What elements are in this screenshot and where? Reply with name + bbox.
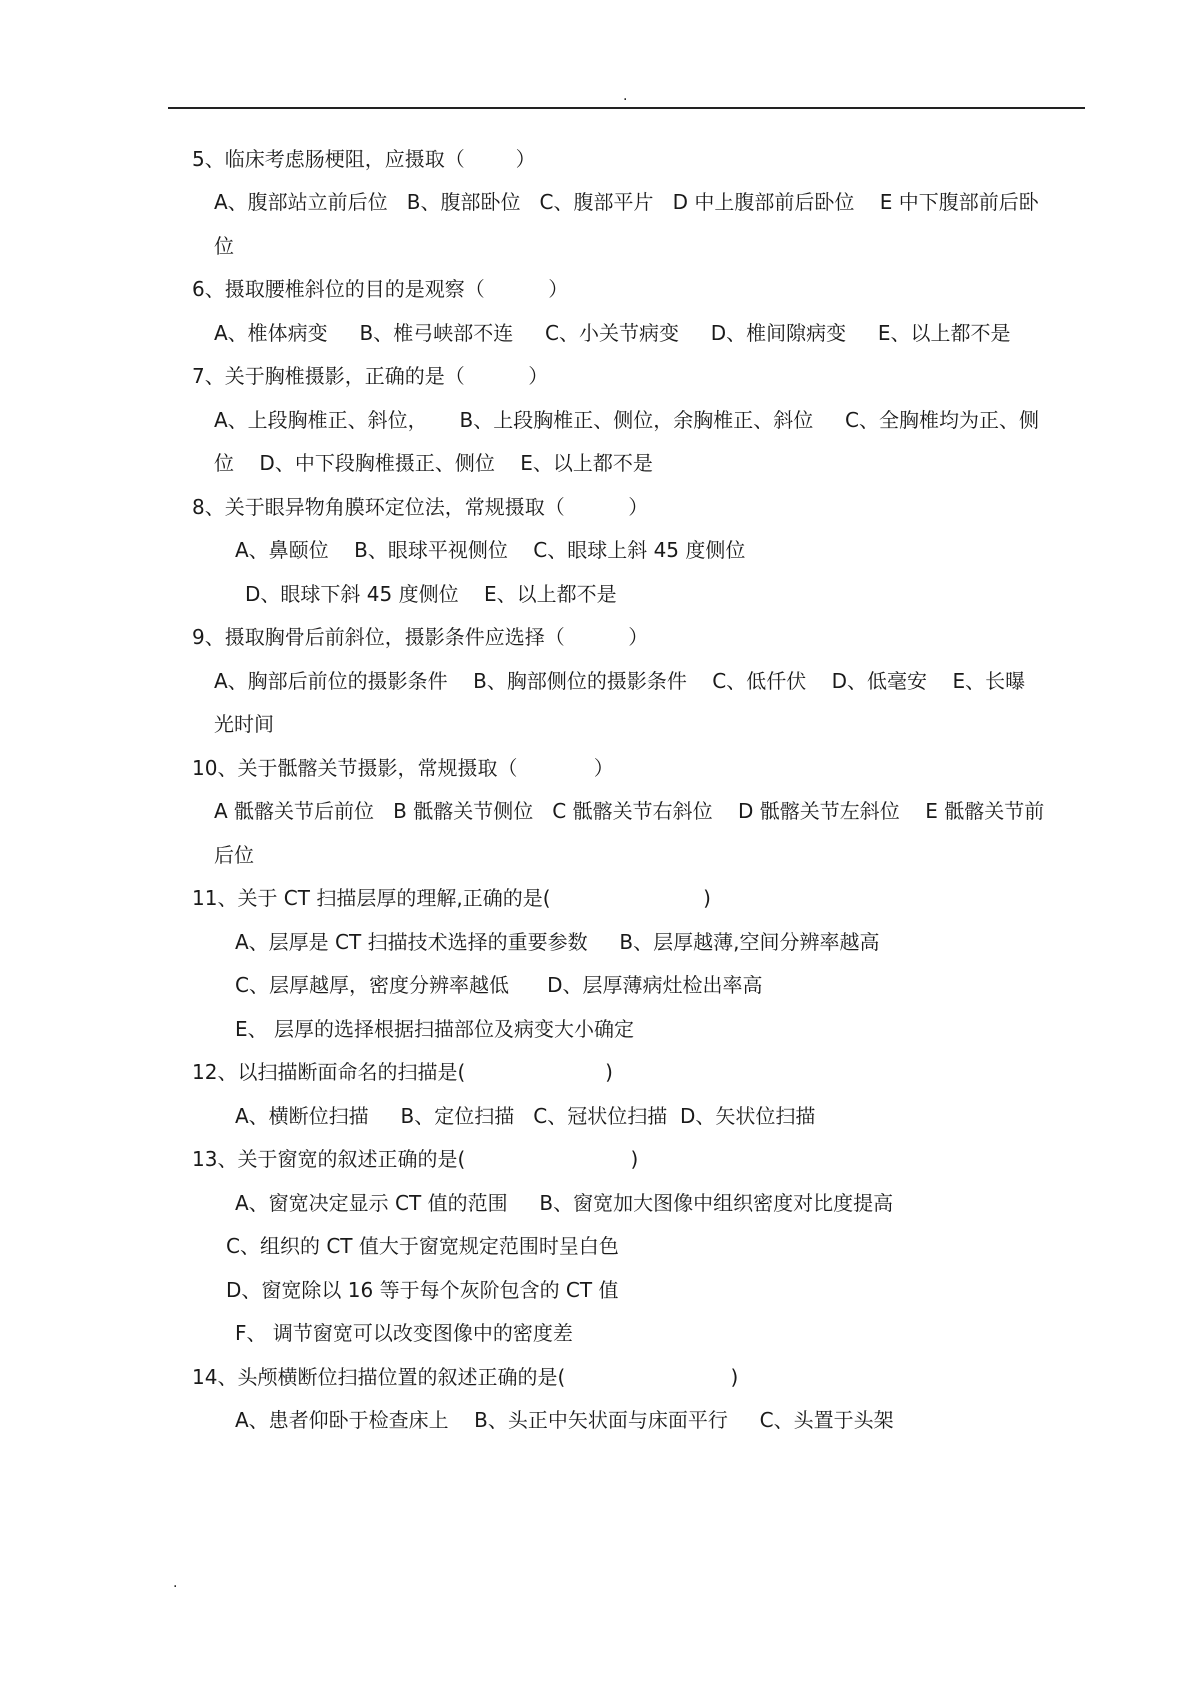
question-11-options-1: A、层厚是 CT 扫描技术选择的重要参数 B、层厚越薄,空间分辨率越高 xyxy=(235,930,880,954)
question-9-options: A、胸部后前位的摄影条件 B、胸部侧位的摄影条件 C、低仟伏 D、低毫安 E、长曝 xyxy=(214,669,1026,693)
question-9: 9、摄取胸骨后前斜位，摄影条件应选择（ ） xyxy=(192,625,649,649)
question-10: 10、关于骶髂关节摄影，常规摄取（ ） xyxy=(192,756,614,780)
question-7: 7、关于胸椎摄影，正确的是（ ） xyxy=(192,364,549,388)
question-5-options-cont: 位 xyxy=(214,234,234,258)
question-11-options-2: C、层厚越厚，密度分辨率越低 D、层厚薄病灶检出率高 xyxy=(235,973,763,997)
question-5-options: A、腹部站立前后位 B、腹部卧位 C、腹部平片 D 中上腹部前后卧位 E 中下腹部前后卧 xyxy=(214,190,1039,214)
question-14: 14、头颅横断位扫描位置的叙述正确的是( ) xyxy=(192,1365,739,1389)
question-13-options-3: D、窗宽除以 16 等于每个灰阶包含的 CT 值 xyxy=(226,1278,619,1302)
question-5: 5、临床考虑肠梗阻，应摄取（ ） xyxy=(192,147,536,171)
question-8-options-cont: D、眼球下斜 45 度侧位 E、以上都不是 xyxy=(245,582,617,606)
footer-dot: . xyxy=(173,1575,178,1591)
question-13-options-4: F、 调节窗宽可以改变图像中的密度差 xyxy=(235,1321,573,1345)
question-6: 6、摄取腰椎斜位的目的是观察（ ） xyxy=(192,277,569,301)
question-9-options-cont: 光时间 xyxy=(214,712,274,736)
header-rule xyxy=(168,107,1085,109)
question-10-options-cont: 后位 xyxy=(214,843,254,867)
question-10-options: A 骶髂关节后前位 B 骶髂关节侧位 C 骶髂关节右斜位 D 骶髂关节左斜位 E 骶髂关节前 xyxy=(214,799,1045,823)
question-13-options-1: A、窗宽决定显示 CT 值的范围 B、窗宽加大图像中组织密度对比度提高 xyxy=(235,1191,894,1215)
question-6-options: A、椎体病变 B、椎弓峡部不连 C、小关节病变 D、椎间隙病变 E、以上都不是 xyxy=(214,321,1011,345)
question-12: 12、以扫描断面命名的扫描是( ) xyxy=(192,1060,613,1084)
question-13: 13、关于窗宽的叙述正确的是( ) xyxy=(192,1147,639,1171)
question-13-options-2: C、组织的 CT 值大于窗宽规定范围时呈白色 xyxy=(226,1234,619,1258)
question-7-options: A、上段胸椎正、斜位， B、上段胸椎正、侧位，余胸椎正、斜位 C、全胸椎均为正、侧 xyxy=(214,408,1039,432)
question-7-options-cont: 位 D、中下段胸椎摄正、侧位 E、以上都不是 xyxy=(214,451,653,475)
question-12-options: A、横断位扫描 B、定位扫描 C、冠状位扫描 D、矢状位扫描 xyxy=(235,1104,816,1128)
question-11: 11、关于 CT 扫描层厚的理解,正确的是( ) xyxy=(192,886,711,910)
header-dot: . xyxy=(623,88,628,104)
question-8: 8、关于眼异物角膜环定位法，常规摄取（ ） xyxy=(192,495,649,519)
question-11-options-3: E、 层厚的选择根据扫描部位及病变大小确定 xyxy=(235,1017,634,1041)
question-14-options: A、患者仰卧于检查床上 B、头正中矢状面与床面平行 C、头置于头架 xyxy=(235,1408,894,1432)
question-8-options: A、鼻颐位 B、眼球平视侧位 C、眼球上斜 45 度侧位 xyxy=(235,538,746,562)
